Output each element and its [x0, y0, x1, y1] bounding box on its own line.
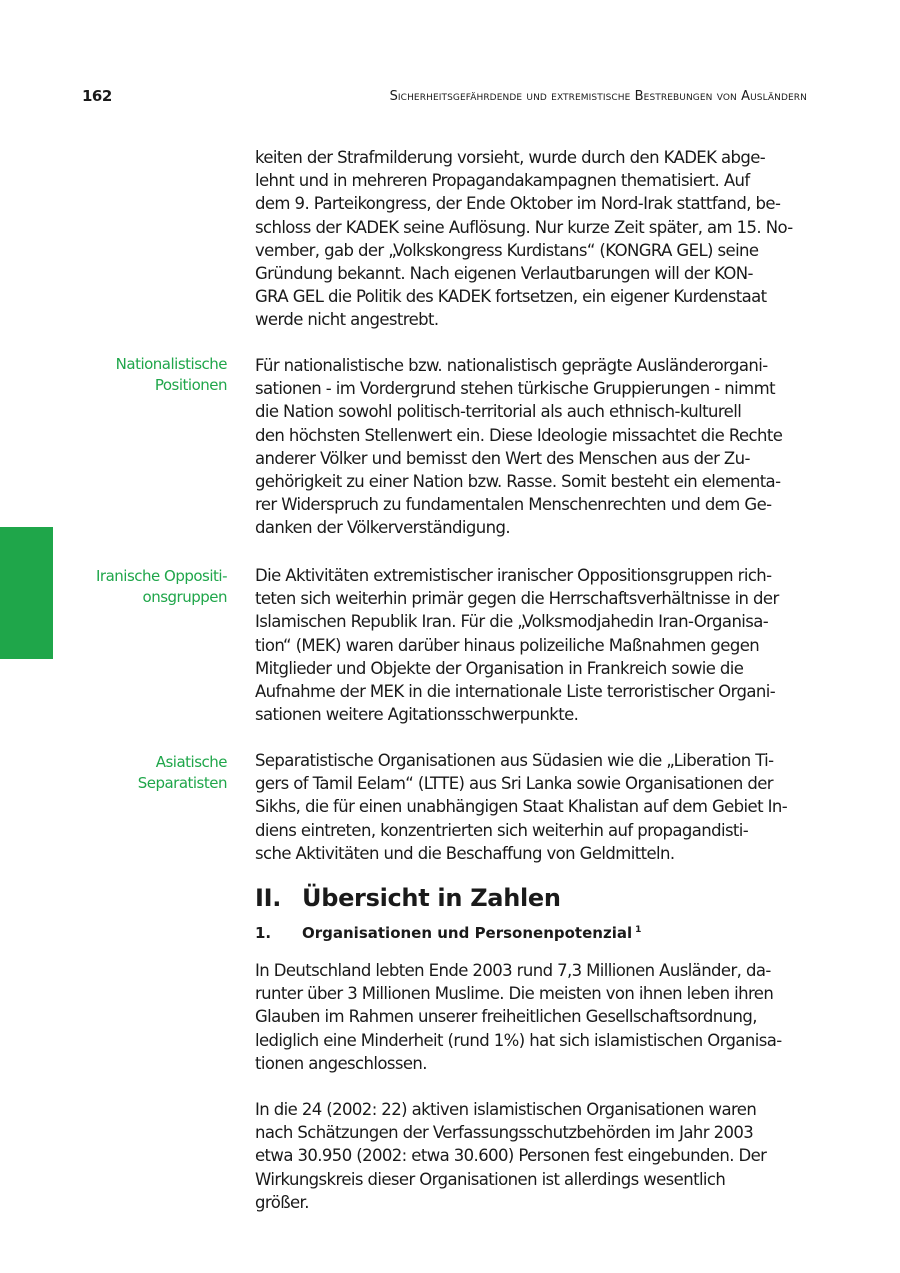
subsection-number: 1. [255, 924, 272, 942]
section-number: II. [255, 884, 282, 912]
running-header-title: Sicherheitsgefährdende und extremistische Bestrebungen von Ausländern [389, 89, 807, 104]
section-title: Übersicht in Zahlen [302, 884, 561, 912]
page-number: 162 [82, 87, 112, 105]
paragraph-asiatische-separatisten: Separatistische Organisationen aus Südasien wie die „Liberation Ti- gers of Tamil Eelam“ (LTTE) aus Sri Lanka sowie Organisationen der Sikhs, die für einen unabhängigen Staat Khalistan auf dem Gebiet In- diens eintreten, konzentrierten sich weiterhin auf propagandisti- sche Aktivitäten und die Beschaffung von Geldmitteln. [255, 751, 788, 863]
margin-note-iranische-oppositionsgruppen: Iranische Oppositi- onsgruppen [96, 567, 227, 606]
margin-note-nationalistische-positionen: Nationalistische Positionen [115, 355, 227, 394]
paragraph-islamistische-organisationen: In die 24 (2002: 22) aktiven islamistischen Organisationen waren nach Schätzungen der Verfassungsschutzbehörden im Jahr 2003 etwa 30.950 (2002: etwa 30.600) Personen fest eingebunden. Der Wirkungskreis dieser Organisationen ist allerdings wesentlich größer. [255, 1100, 767, 1212]
paragraph-nationalistische-positionen: Für nationalistische bzw. nationalistisch geprägte Ausländerorgani- sationen - im Vordergrund stehen türkische Gruppierungen - nimmt die Nation sowohl politisch-territorial als auch ethnisch-kulturell den höchsten Stellenwert ein. Diese Ideologie missachtet die Rechte anderer Völker und bemisst den Wert des Menschen aus der Zu- gehörigkeit zu einer Nation bzw. Rasse. Somit besteht ein elementa- rer Widerspruch zu fundamentalen Menschenrechten und dem Ge- danken der Völkerverständigung. [255, 356, 783, 538]
subsection-heading [255, 924, 641, 942]
paragraph-auslaender-muslime: In Deutschland lebten Ende 2003 rund 7,3 Millionen Ausländer, da- runter über 3 Millionen Muslime. Die meisten von ihnen leben ihren Glauben im Rahmen unserer freiheitlichen Gesellschaftsordnung, lediglich eine Minderheit (rund 1%) hat sich islamistischen Organisa- tionen angeschlossen. [255, 961, 782, 1073]
margin-note-asiatische-separatisten: Asiatische Separatisten [137, 753, 227, 792]
footnote-marker: 1 [635, 925, 642, 935]
subsection-title: Organisationen und Personenpotenzial [302, 924, 633, 942]
paragraph-kadek: keiten der Strafmilderung vorsieht, wurde durch den KADEK abge- lehnt und in mehreren Propagandakampagnen thematisiert. Auf dem 9. Parteikongress, der Ende Oktober im Nord-Irak stattfand, be- schloss der KADEK seine Auflösung. Nur kurze Zeit später, am 15. No- vember, gab der „Volkskongress Kurdistans“ (KONGRA GEL) seine Gründung bekannt. Nach eigenen Verlautbarungen will der KON- GRA GEL die Politik des KADEK fortsetzen, ein eigener Kurdenstaat werde nicht angestrebt. [255, 148, 793, 330]
paragraph-iranische-opposition: Die Aktivitäten extremistischer iranischer Oppositionsgruppen rich- teten sich weiterhin primär gegen die Herrschaftsverhältnisse in der Islamischen Republik Iran. Für die „Volksmodjahedin Iran-Organisa- tion“ (MEK) waren darüber hinaus polizeiliche Maßnahmen gegen Mitglieder und Objekte der Organisation in Frankreich sowie die Aufnahme der MEK in die internationale Liste terroristischer Organi- sationen weitere Agitationsschwerpunkte. [255, 566, 779, 725]
section-heading [255, 884, 561, 912]
